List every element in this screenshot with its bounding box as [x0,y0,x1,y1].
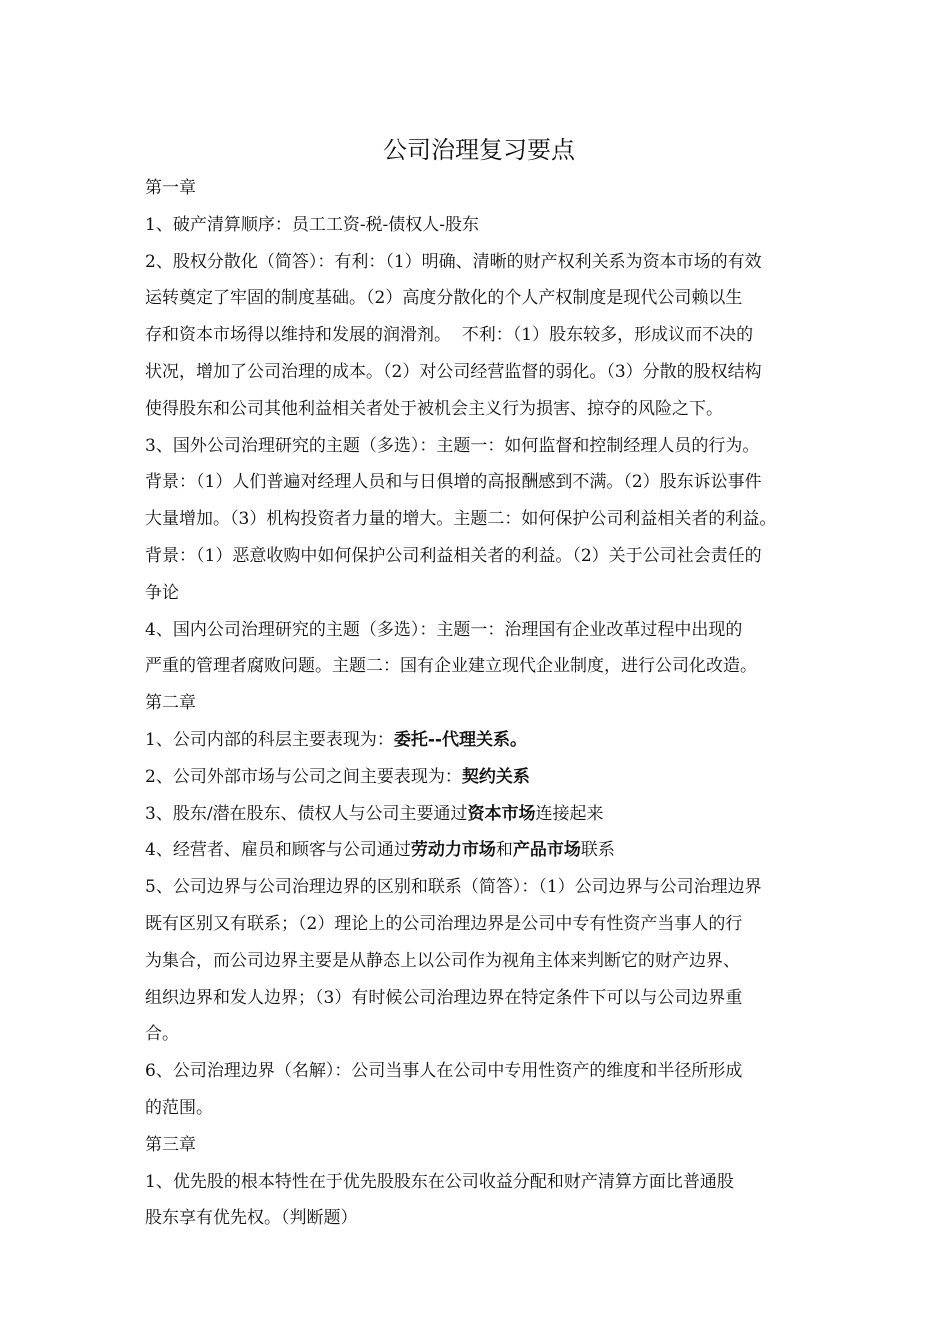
text-line: 4、国内公司治理研究的主题（多选）：主题一：治理国有企业改革过程中出现的 [145,619,743,640]
document-body [145,130,813,1237]
text-line: 股东享有优先权。（判断题） [145,1208,358,1229]
text-line: 2、股权分散化（简答）：有利：（1）明确、清晰的财产权利关系为资本市场的有效 [145,251,762,272]
text-line: 3、国外公司治理研究的主题（多选）：主题一：如何监督和控制经理人员的行为。 [145,435,760,456]
text-line: 1、优先股的根本特性在于优先股股东在公司收益分配和财产清算方面比普通股 [145,1171,734,1192]
bold-text-run: 契约关系 [461,766,530,787]
text-line: 背景：（1）恶意收购中如何保护公司利益相关者的利益。（2）关于公司社会责任的 [145,545,762,566]
text-line: 背景：（1）人们普遍对经理人员和与日俱增的高报酬感到不满。（2）股东诉讼事件 [145,472,762,493]
bold-text-run: 劳动力市场 [410,840,496,861]
text-line [145,722,813,759]
text-run: 4、经营者、雇员和顾客与公司通过 [145,840,411,861]
text-run: 2、公司外部市场与公司之间主要表现为： [145,766,462,787]
chapter-3-heading: 第三章 [145,1134,196,1155]
text-line: 运转奠定了牢固的制度基础。（2）高度分散化的个人产权制度是现代公司赖以生 [145,288,743,309]
text-line: 合。 [145,1024,179,1045]
text-run: 和 [495,840,513,861]
text-line: 存和资本市场得以维持和发展的润滑剂。 不利：（1）股东较多，形成议而不决的 [145,325,754,346]
chapter-1-heading: 第一章 [145,178,196,198]
text-line [145,759,813,796]
text-run: 3、股东/潜在股东、债权人与公司主要通过 [145,803,468,824]
text-line: 为集合，而公司边界主要是从静态上以公司作为视角主体来判断它的财产边界、 [145,950,740,971]
text-run: 连接起来 [535,803,604,824]
text-run: 1、公司内部的科层主要表现为： [145,729,394,750]
text-line: 的范围。 [145,1097,213,1118]
bold-text-run: 资本市场 [467,803,536,824]
text-line: 争论 [145,582,179,603]
text-line: 5、公司边界与公司治理边界的区别和联系（简答）：（1）公司边界与公司治理边界 [145,877,762,898]
text-line [145,796,813,833]
document-title: 公司治理复习要点 [383,136,575,164]
text-line: 严重的管理者腐败问题。主题二：国有企业建立现代企业制度，进行公司化改造。 [145,656,757,677]
text-line [145,832,813,869]
text-line: 6、公司治理边界（名解）：公司当事人在公司中专用性资产的维度和半径所形成 [145,1061,743,1082]
text-line: 1、破产清算顺序：员工工资-税-债权人-股东 [145,214,480,235]
text-line: 使得股东和公司其他利益相关者处于被机会主义行为损害、掠夺的风险之下。 [145,398,723,419]
text-line: 大量增加。（3）机构投资者力量的增大。主题二：如何保护公司利益相关者的利益。 [145,509,777,530]
bold-text-run: 委托--代理关系。 [393,729,527,750]
chapter-2-heading: 第二章 [145,693,196,714]
text-line: 状况，增加了公司治理的成本。（2）对公司经营监督的弱化。（3）分散的股权结构 [145,361,762,382]
bold-text-run: 产品市场 [512,840,581,861]
text-line: 既有区别又有联系；（2）理论上的公司治理边界是公司中专有性资产当事人的行 [145,913,743,934]
text-line: 组织边界和发人边界；（3）有时候公司治理边界在特定条件下可以与公司边界重 [145,987,743,1008]
text-run: 联系 [580,840,615,861]
